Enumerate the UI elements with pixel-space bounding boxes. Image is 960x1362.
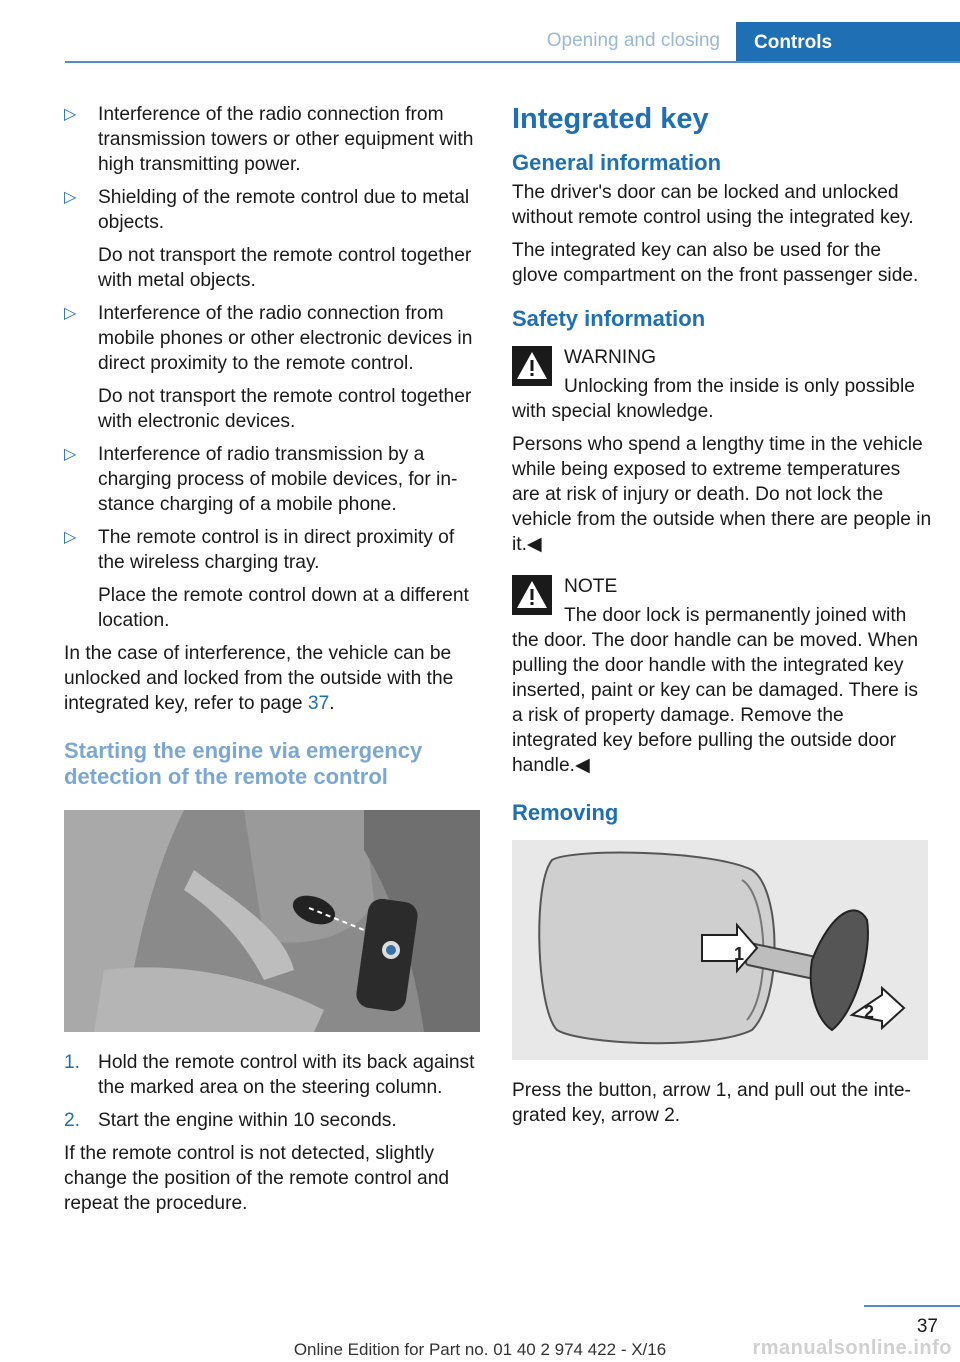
warning-line: Unlocking from the inside is only possible with special knowledge. xyxy=(512,376,915,422)
triangle-bullet-icon: ▷ xyxy=(64,446,77,463)
general-paragraph-2: The integrated key can also be used for the glove compartment on the front passenger side. xyxy=(512,240,919,286)
bullet-item xyxy=(64,185,478,293)
bullet-item xyxy=(64,525,478,633)
general-information-heading: General information xyxy=(512,150,722,175)
note-label: NOTE xyxy=(564,576,618,597)
warning-notice xyxy=(512,342,932,374)
warning-triangle-icon xyxy=(512,346,552,386)
warning-paragraph-2: Persons who spend a lengthy time in the vehicle while being exposed to extreme temperatures are at risk of injury or death. Do not lock the vehicle from the outside when there are people in it.◀ xyxy=(512,434,932,555)
step-number: 1. xyxy=(64,1052,81,1073)
footer-edition: Online Edition for Part no. 01 40 2 974 422 - X/16 xyxy=(293,1340,667,1359)
interference-paragraph xyxy=(64,641,478,716)
watermark: rmanualsonline.info xyxy=(752,1337,952,1359)
warning-label: WARNING xyxy=(564,347,657,368)
step-item xyxy=(64,1050,478,1100)
interference-text: In the case of interference, the vehicle can be unlocked and locked from the outside with the integrated key, refer to page xyxy=(64,643,454,714)
triangle-bullet-icon: ▷ xyxy=(64,305,77,322)
left-column xyxy=(64,102,478,1224)
integrated-key-title: Integrated key xyxy=(512,103,709,135)
right-column xyxy=(512,102,932,1136)
note-triangle-icon xyxy=(512,575,552,615)
general-paragraph-1: The driver's door can be locked and unlocked without remote control using the integrated key. xyxy=(512,182,914,228)
triangle-bullet-icon: ▷ xyxy=(64,529,77,546)
step-item xyxy=(64,1108,478,1133)
emergency-heading: Starting the engine via emergency detection of the remote control xyxy=(64,738,423,789)
header-section-title: Opening and closing xyxy=(546,30,720,51)
bullet-text: Place the remote control down at a different location. xyxy=(98,585,469,631)
step-text: Hold the remote control with its back against the marked area on the steering column. xyxy=(98,1052,475,1098)
bullet-text: Do not transport the remote control together with metal objects. xyxy=(98,245,472,291)
step-number: 2. xyxy=(64,1110,81,1131)
header-tab-controls xyxy=(736,22,960,63)
integrated-key-image xyxy=(512,840,928,1060)
bullet-text: Shielding of the remote control due to metal objects. xyxy=(98,187,470,233)
note-notice xyxy=(512,571,932,603)
note-text xyxy=(512,603,932,778)
header-tab-label: Controls xyxy=(754,31,833,53)
removing-heading: Removing xyxy=(512,800,619,825)
note-body: The door lock is permanently joined with the door. The door handle can be moved. When pulling the door handle with the integrated key inserted, paint or key can be damaged. There is a risk of property damage. Remove the integrated key before pulling the outside door handle.◀ xyxy=(512,605,919,776)
triangle-bullet-icon: ▷ xyxy=(64,106,77,123)
steering-column-illustration xyxy=(64,810,480,1032)
bullet-text: The remote control is in direct proximity of the wireless charging tray. xyxy=(98,527,455,573)
bullet-item xyxy=(64,442,478,517)
page-number: 37 xyxy=(916,1316,938,1337)
bullet-text: Interference of radio transmission by a charging process of mobile devices, for instance charging of a mobile phone. xyxy=(98,444,458,515)
not-detected-paragraph: If the remote control is not detected, slightly change the position of the remote control and repeat the procedure. xyxy=(64,1143,450,1214)
removing-text: Press the button, arrow 1, and pull out the integrated key, arrow 2. xyxy=(512,1080,911,1126)
arrow-label-1: 1 xyxy=(734,944,745,964)
warning-text xyxy=(512,374,932,424)
bullet-text: Interference of the radio connection from transmission towers or other equipment with high transmitting power. xyxy=(98,104,474,175)
triangle-bullet-icon: ▷ xyxy=(64,189,77,206)
bullet-text: Interference of the radio connection from mobile phones or other electronic devices in direct proximity to the remote control. xyxy=(98,303,473,374)
page-link[interactable]: 37 xyxy=(307,693,330,714)
bullet-text: Do not transport the remote control together with electronic devices. xyxy=(98,386,472,432)
integrated-key-illustration xyxy=(512,840,928,1060)
steering-column-image xyxy=(64,810,480,1032)
step-text: Start the engine within 10 seconds. xyxy=(98,1110,397,1131)
header-rule xyxy=(65,61,960,63)
bullet-item xyxy=(64,301,478,434)
interference-end: . xyxy=(329,693,335,714)
bullet-item xyxy=(64,102,478,177)
safety-information-heading: Safety information xyxy=(512,306,706,331)
footer-rule xyxy=(864,1305,960,1307)
arrow-label-2: 2 xyxy=(864,1002,875,1022)
